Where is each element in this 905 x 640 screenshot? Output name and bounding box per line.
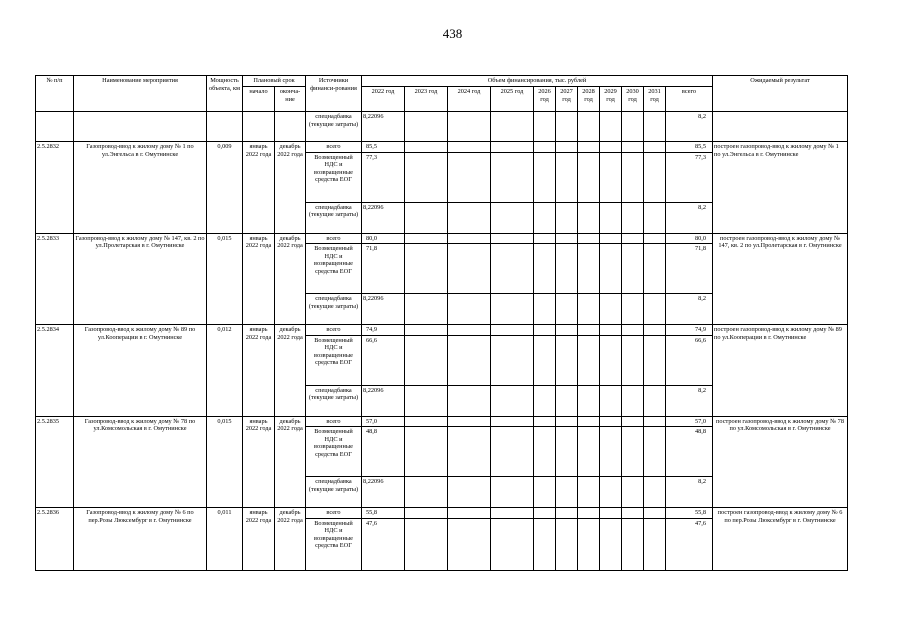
source-cell: всего xyxy=(306,416,362,427)
header-year: 2027 год xyxy=(556,87,578,112)
item-num: 2.5.2835 xyxy=(36,416,74,508)
value-total: 71,8 xyxy=(666,244,713,294)
value-total: 85,5 xyxy=(666,142,713,153)
header-num: № п/п xyxy=(36,76,74,112)
item-name: Газопровод-ввод к жилому дому № 147, кв. 2 по ул.Пролетарская в г. Омутнинске xyxy=(74,233,207,325)
value-total: 8,2 xyxy=(666,202,713,233)
value-2022: 85,5 xyxy=(362,142,405,153)
value-2022: 8,22096 xyxy=(362,294,405,325)
value-2022: 66,6 xyxy=(362,335,405,385)
header-result: Ожидаемый результат xyxy=(713,76,848,112)
header-plan-period: Плановый срок xyxy=(243,76,306,87)
header-name: Наименование мероприятия xyxy=(74,76,207,112)
item-end: декабрь 2022 года xyxy=(275,416,306,508)
item-end: декабрь 2022 года xyxy=(275,233,306,325)
value-2022: 71,8 xyxy=(362,244,405,294)
value-2022: 80,0 xyxy=(362,233,405,244)
item-capacity: 0,011 xyxy=(207,508,243,571)
source-cell: всего xyxy=(306,508,362,519)
header-year: 2024 год xyxy=(448,87,491,112)
header-volume: Объем финансирования, тыс. рублей xyxy=(362,76,713,87)
table-row xyxy=(36,142,848,153)
value-2022: 74,9 xyxy=(362,325,405,336)
header-start: начало xyxy=(243,87,275,112)
value-total: 8,2 xyxy=(666,294,713,325)
source-cell: всего xyxy=(306,142,362,153)
value-total: 8,2 xyxy=(666,112,713,142)
item-num: 2.5.2833 xyxy=(36,233,74,325)
source-cell: Возмещенный НДС и возвращенные средства ЕОГ xyxy=(306,427,362,477)
value-total: 77,3 xyxy=(666,152,713,202)
value-2022: 77,3 xyxy=(362,152,405,202)
value-2022: 57,0 xyxy=(362,416,405,427)
header-year: 2030 год xyxy=(622,87,644,112)
item-capacity: 0,015 xyxy=(207,233,243,325)
item-num: 2.5.2834 xyxy=(36,325,74,417)
value-total: 55,8 xyxy=(666,508,713,519)
financing-table xyxy=(35,75,848,571)
value-2022: 8,22096 xyxy=(362,202,405,233)
header-year: 2022 год xyxy=(362,87,405,112)
source-cell: спецнадбавка (текущие затраты) xyxy=(306,294,362,325)
item-name: Газопровод-ввод к жилому дому № 78 по ул.Комсомольская в г. Омутнинске xyxy=(74,416,207,508)
item-start: январь 2022 года xyxy=(243,508,275,571)
item-start: январь 2022 года xyxy=(243,142,275,234)
item-end: декабрь 2022 года xyxy=(275,142,306,234)
item-result: построен газопровод-ввод к жилому дому № 78 по ул.Комсомольская в г. Омутнинске xyxy=(713,416,848,508)
item-result: построен газопровод-ввод к жилому дому № 6 по пер.Розы Люксембург в г. Омутнинске xyxy=(713,508,848,571)
table-row xyxy=(36,325,848,336)
item-start: январь 2022 года xyxy=(243,416,275,508)
item-result: построен газопровод-ввод к жилому дому № 89 по ул.Кооперации в г. Омутнинске xyxy=(713,325,848,417)
table-row xyxy=(36,416,848,427)
value-2022: 55,8 xyxy=(362,508,405,519)
header-year: 2026 год xyxy=(534,87,556,112)
carry-row xyxy=(36,112,848,142)
header-year: 2023 год xyxy=(405,87,448,112)
value-total: 74,9 xyxy=(666,325,713,336)
source-cell: Возмещенный НДС и возвращенные средства ЕОГ xyxy=(306,518,362,570)
source-cell: Возмещенный НДС и возвращенные средства ЕОГ xyxy=(306,335,362,385)
value-2022: 48,8 xyxy=(362,427,405,477)
value-2022: 8,22096 xyxy=(362,477,405,508)
value-total: 8,2 xyxy=(666,477,713,508)
value-total: 80,0 xyxy=(666,233,713,244)
item-end: декабрь 2022 года xyxy=(275,325,306,417)
item-name: Газопровод-ввод к жилому дому № 6 по пер.Розы Люксембург в г. Омутнинске xyxy=(74,508,207,571)
value-total: 57,0 xyxy=(666,416,713,427)
item-result: построен газопровод-ввод к жилому дому № 147, кв. 2 по ул.Пролетарская в г. Омутнинске xyxy=(713,233,848,325)
source-cell: спецнадбавка (текущие затраты) xyxy=(306,112,362,142)
item-start: январь 2022 года xyxy=(243,325,275,417)
item-start: январь 2022 года xyxy=(243,233,275,325)
header-total: всего xyxy=(666,87,713,112)
item-capacity: 0,009 xyxy=(207,142,243,234)
header-year: 2025 год xyxy=(491,87,534,112)
header-capacity: Мощность объекта, км xyxy=(207,76,243,112)
item-name: Газопровод-ввод к жилому дому № 1 по ул.Энгельса в г. Омутнинске xyxy=(74,142,207,234)
header-end: оконча-ние xyxy=(275,87,306,112)
item-result: построен газопровод-ввод к жилому дому № 1 по ул.Энгельса в г. Омутнинске xyxy=(713,142,848,234)
item-num: 2.5.2832 xyxy=(36,142,74,234)
header-source: Источники финанси-рования xyxy=(306,76,362,112)
value-total: 47,6 xyxy=(666,518,713,570)
item-capacity: 0,012 xyxy=(207,325,243,417)
page-number: 438 xyxy=(442,26,463,41)
source-cell: спецнадбавка (текущие затраты) xyxy=(306,202,362,233)
value-total: 66,6 xyxy=(666,335,713,385)
value-total: 8,2 xyxy=(666,385,713,416)
item-capacity: 0,015 xyxy=(207,416,243,508)
source-cell: спецнадбавка (текущие затраты) xyxy=(306,385,362,416)
value-2022: 47,6 xyxy=(362,518,405,570)
source-cell: всего xyxy=(306,233,362,244)
source-cell: Возмещенный НДС и возвращенные средства ЕОГ xyxy=(306,152,362,202)
table-row xyxy=(36,233,848,244)
item-end: декабрь 2022 года xyxy=(275,508,306,571)
item-num: 2.5.2836 xyxy=(36,508,74,571)
header-year: 2031 год xyxy=(644,87,666,112)
source-cell: всего xyxy=(306,325,362,336)
value-total: 48,8 xyxy=(666,427,713,477)
header-year: 2028 год xyxy=(578,87,600,112)
table-row xyxy=(36,508,848,519)
value-2022: 8,22096 xyxy=(362,112,405,142)
value-2022: 8,22096 xyxy=(362,385,405,416)
source-cell: Возмещенный НДС и возвращенные средства ЕОГ xyxy=(306,244,362,294)
header-row-1 xyxy=(36,76,848,87)
header-year: 2029 год xyxy=(600,87,622,112)
source-cell: спецнадбавка (текущие затраты) xyxy=(306,477,362,508)
item-name: Газопровод-ввод к жилому дому № 89 по ул.Кооперации в г. Омутнинске xyxy=(74,325,207,417)
